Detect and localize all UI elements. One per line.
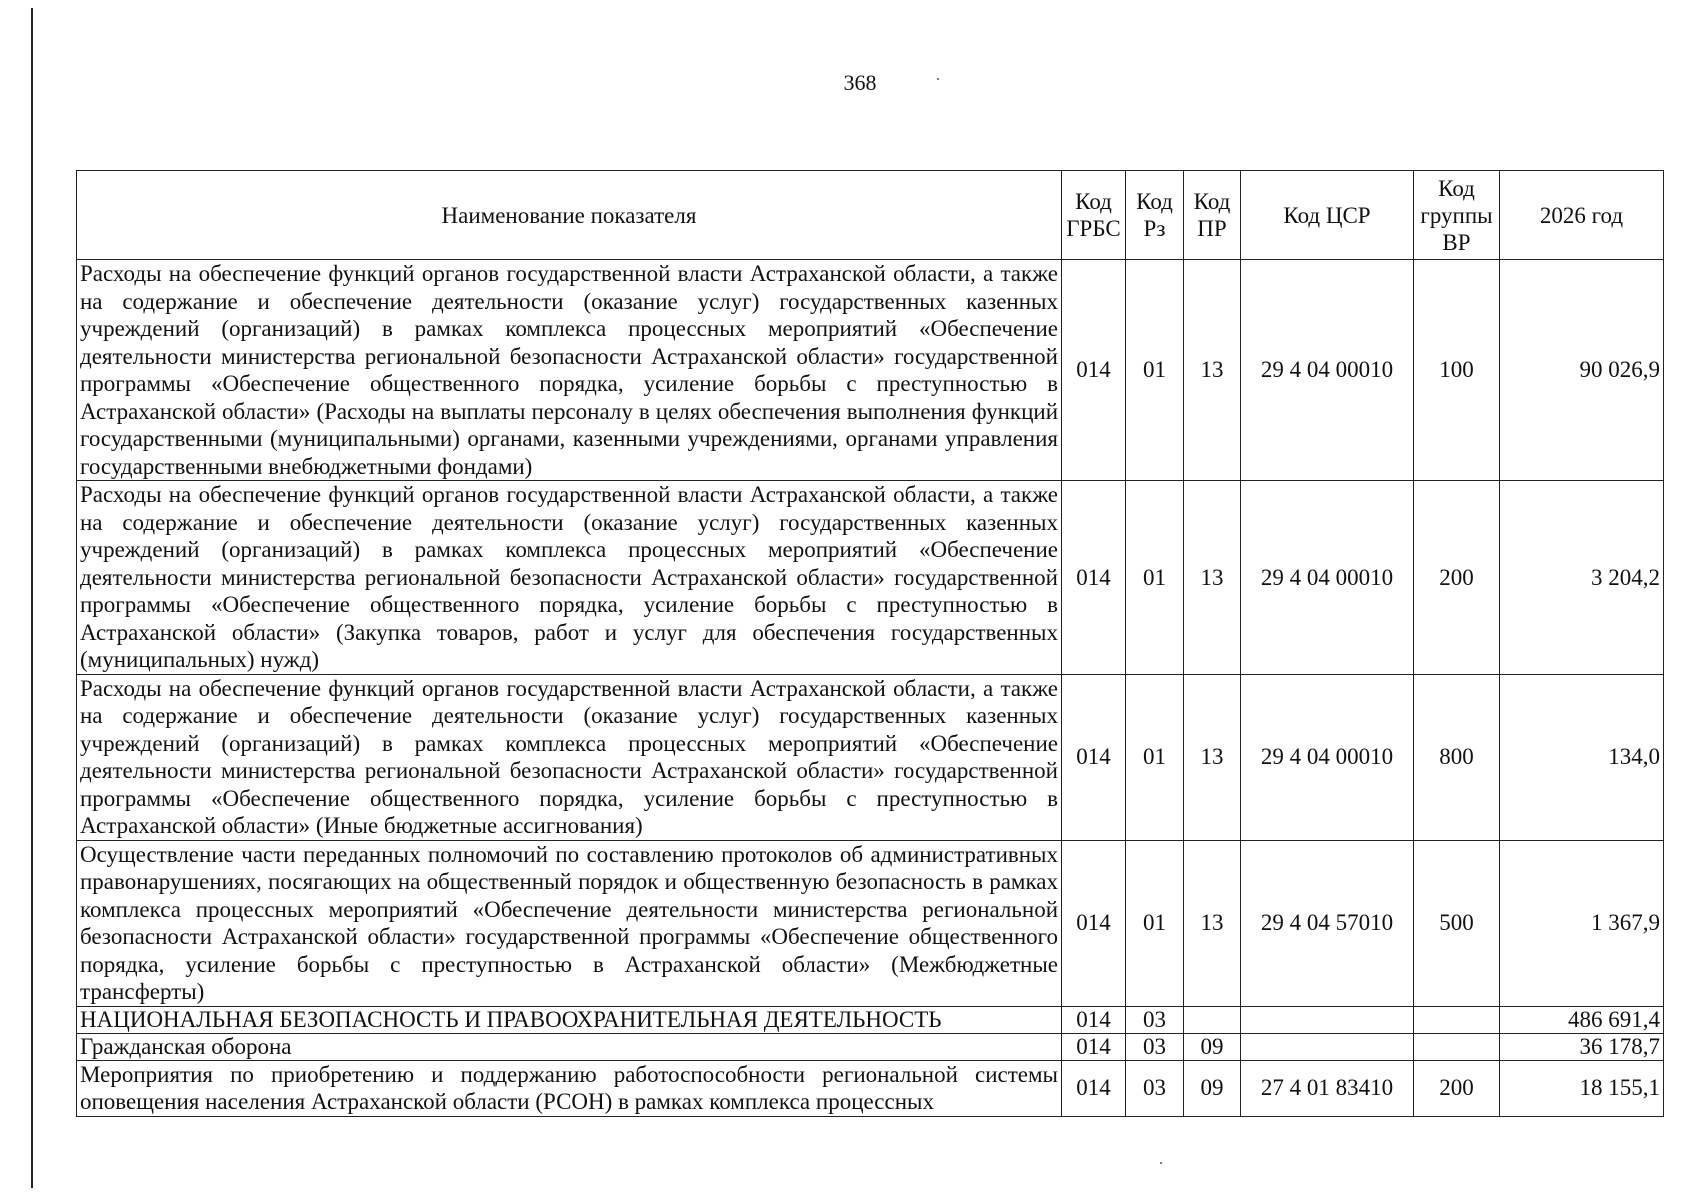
row-csr: 29 4 04 00010 (1241, 674, 1414, 840)
row-csr: 29 4 04 57010 (1241, 840, 1414, 1006)
header-csr: Код ЦСР (1241, 171, 1414, 260)
row-grbs: 014 (1062, 840, 1126, 1006)
row-name: Осуществление части переданных полномочий по составлению протоколов об административных правонарушениях, посягающих на общественный порядок и общественную безопасность в рамках комплекса процессных мероприятий «Обеспечение деятельности министерства региональной безопасности Астраханской области» государственной программы «Обеспечение общественного порядка, усиление борьбы с преступностью в Астраханской области» (Межбюджетные трансферты) (77, 840, 1062, 1006)
row-rz: 01 (1126, 674, 1184, 840)
row-csr: 29 4 04 00010 (1241, 260, 1414, 481)
header-name: Наименование показателя (77, 171, 1062, 260)
row-pr: 13 (1184, 260, 1241, 481)
row-amount: 36 178,7 (1500, 1033, 1664, 1060)
row-name: Мероприятия по приобретению и поддержанию работоспособности региональной системы оповещения населения Астраханской области (РСОН) в рамках комплекса процессных (77, 1060, 1062, 1116)
row-vr: 800 (1414, 674, 1500, 840)
budget-table (76, 170, 1664, 1117)
row-name: Гражданская оборона (77, 1033, 1062, 1060)
table-header-row (77, 171, 1664, 260)
row-vr: 200 (1414, 481, 1500, 675)
row-amount: 1 367,9 (1500, 840, 1664, 1006)
row-csr: 29 4 04 00010 (1241, 481, 1414, 675)
row-vr: 200 (1414, 1060, 1500, 1116)
row-grbs: 014 (1062, 1060, 1126, 1116)
row-pr: 13 (1184, 674, 1241, 840)
row-pr: 13 (1184, 840, 1241, 1006)
page-left-border (31, 8, 33, 1188)
row-name: Расходы на обеспечение функций органов государственной власти Астраханской области, а также на содержание и обеспечение деятельности (оказание услуг) государственных казенных учреждений (организаций) в рамках комплекса процессных мероприятий «Обеспечение деятельности министерства региональной безопасности Астраханской области» государственной программы «Обеспечение общественного порядка, усиление борьбы с преступностью в Астраханской области» (Закупка товаров, работ и услуг для обеспечения государственных (муниципальных) нужд) (77, 481, 1062, 675)
table-row (77, 840, 1664, 1006)
header-rz: Код Рз (1126, 171, 1184, 260)
row-vr: 500 (1414, 840, 1500, 1006)
scan-speck (937, 78, 939, 80)
row-amount: 18 155,1 (1500, 1060, 1664, 1116)
row-pr: 09 (1184, 1033, 1241, 1060)
row-amount: 3 204,2 (1500, 481, 1664, 675)
row-grbs: 014 (1062, 260, 1126, 481)
table-row (77, 260, 1664, 481)
header-pr: Код ПР (1184, 171, 1241, 260)
row-grbs: 014 (1062, 674, 1126, 840)
row-rz: 03 (1126, 1033, 1184, 1060)
row-rz: 03 (1126, 1006, 1184, 1033)
row-name: Расходы на обеспечение функций органов государственной власти Астраханской области, а также на содержание и обеспечение деятельности (оказание услуг) государственных казенных учреждений (организаций) в рамках комплекса процессных мероприятий «Обеспечение деятельности министерства региональной безопасности Астраханской области» государственной программы «Обеспечение общественного порядка, усиление борьбы с преступностью в Астраханской области» (Иные бюджетные ассигнования) (77, 674, 1062, 840)
row-grbs: 014 (1062, 1033, 1126, 1060)
row-pr (1184, 1006, 1241, 1033)
row-vr (1414, 1006, 1500, 1033)
scan-speck (1160, 1162, 1162, 1164)
table-row (77, 1006, 1664, 1033)
row-vr: 100 (1414, 260, 1500, 481)
row-rz: 01 (1126, 840, 1184, 1006)
header-vr: Код группы ВР (1414, 171, 1500, 260)
header-grbs: Код ГРБС (1062, 171, 1126, 260)
row-grbs: 014 (1062, 1006, 1126, 1033)
row-amount: 134,0 (1500, 674, 1664, 840)
row-rz: 01 (1126, 260, 1184, 481)
table-row (77, 481, 1664, 675)
row-amount: 486 691,4 (1500, 1006, 1664, 1033)
table-row (77, 674, 1664, 840)
table-row (77, 1060, 1664, 1116)
row-name: НАЦИОНАЛЬНАЯ БЕЗОПАСНОСТЬ И ПРАВООХРАНИТЕЛЬНАЯ ДЕЯТЕЛЬНОСТЬ (77, 1006, 1062, 1033)
row-rz: 01 (1126, 481, 1184, 675)
row-name: Расходы на обеспечение функций органов государственной власти Астраханской области, а также на содержание и обеспечение деятельности (оказание услуг) государственных казенных учреждений (организаций) в рамках комплекса процессных мероприятий «Обеспечение деятельности министерства региональной безопасности Астраханской области» государственной программы «Обеспечение общественного порядка, усиление борьбы с преступностью в Астраханской области» (Расходы на выплаты персоналу в целях обеспечения выполнения функций государственными (муниципальными) органами, казенными учреждениями, органами управления государственными внебюджетными фондами) (77, 260, 1062, 481)
row-pr: 09 (1184, 1060, 1241, 1116)
row-vr (1414, 1033, 1500, 1060)
table-row (77, 1033, 1664, 1060)
page-number: 368 (843, 70, 877, 95)
row-csr: 27 4 01 83410 (1241, 1060, 1414, 1116)
row-csr (1241, 1033, 1414, 1060)
row-amount: 90 026,9 (1500, 260, 1664, 481)
row-grbs: 014 (1062, 481, 1126, 675)
row-rz: 03 (1126, 1060, 1184, 1116)
header-year: 2026 год (1500, 171, 1664, 260)
row-pr: 13 (1184, 481, 1241, 675)
row-csr (1241, 1006, 1414, 1033)
